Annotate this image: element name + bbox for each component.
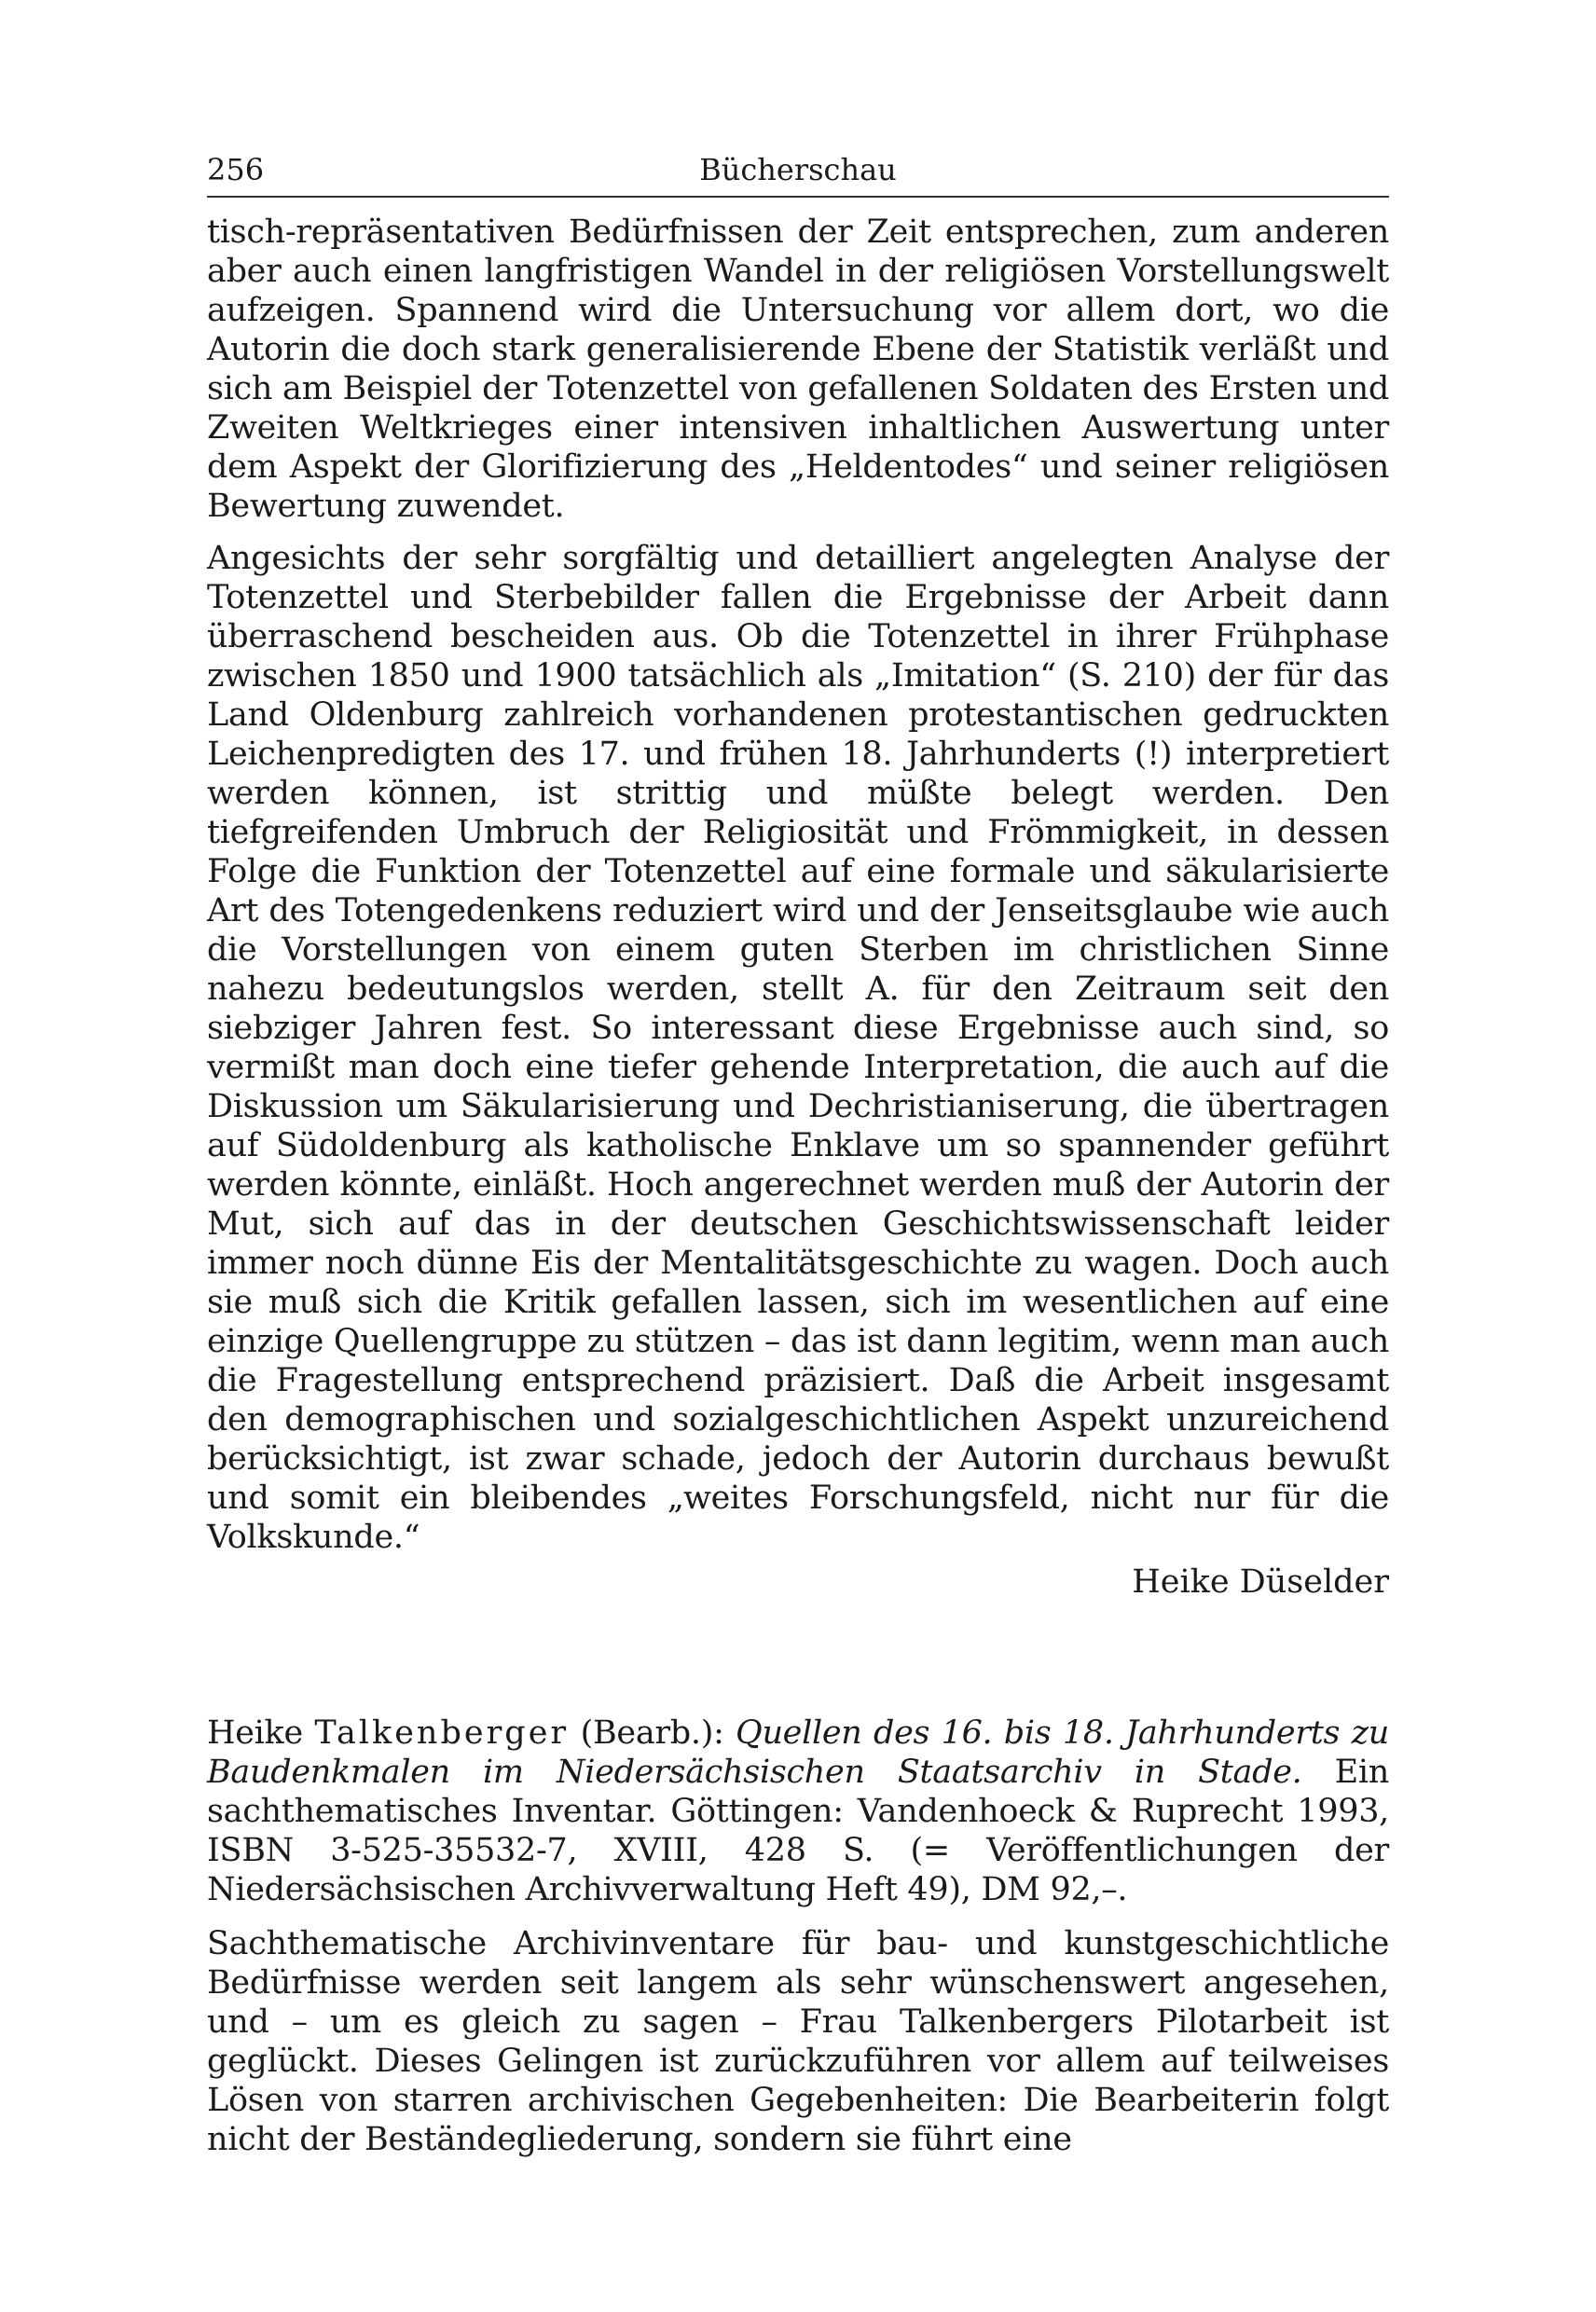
review1-paragraph-2: Angesichts der sehr sorgfältig und detailliert angelegten Analyse der Totenzettel und Sterbebilder fallen die Ergebnisse der Arbeit dann überraschend bescheiden aus. Ob die Totenzettel in ihrer Frühphase zwischen 1850 und 1900 tatsächlich als „Imitation“ (S. 210) der für das Land Oldenburg zahlreich vorhandenen protestantischen gedruckten Leichenpredigten des 17. und frühen 18. Jahrhunderts (!) interpretiert werden können, ist strittig und müßte belegt werden. Den tiefgreifenden Umbruch der Religiosität und Frömmigkeit, in dessen Folge die Funktion der Totenzettel auf eine formale und säkularisierte Art des Totengedenkens reduziert wird und der Jenseitsglaube wie auch die Vorstellungen von einem guten Sterben im christlichen Sinne nahezu bedeutungslos werden, stellt A. für den Zeitraum seit den siebziger Jahren fest. So interessant diese Ergebnisse auch sind, so vermißt man doch eine tiefer gehende Interpretation, die auch auf die Diskussion um Säkularisierung und Dechristianiserung, die übertragen auf Südoldenburg als katholische Enklave um so spannender geführt werden könnte, einläßt. Hoch angerechnet werden muß der Autorin der Mut, sich auf das in der deutschen Geschichtswissenschaft leider immer noch dünne Eis der Mentalitätsgeschichte zu wagen. Doch auch sie muß sich die Kritik gefallen lassen, sich im wesentlichen auf eine einzige Quellengruppe zu stützen – das ist dann legitim, wenn man auch die Fragestellung entsprechend präzisiert. Daß die Arbeit insgesamt den demographischen und sozialgeschichtlichen Aspekt unzureichend berücksichtigt, ist zwar schade, jedoch der Autorin durchaus bewußt und somit ein bleibendes „weites Forschungsfeld, nicht nur für die Volkskunde.“ [207, 540, 1389, 1556]
bibliographic-entry [207, 1713, 1389, 1909]
editor-note: (Bearb.): [580, 1714, 724, 1752]
book-details: Ein sachthematisches Inventar. Göttingen: Vandenhoeck & Ruprecht 1993, ISBN 3-525-35532-7, XVIII, 428 S. (= Veröffentlichungen der Niedersächsischen Archivverwaltung Heft 49), DM 92,–. [207, 1754, 1390, 1908]
author-first-name: Heike [207, 1714, 303, 1752]
running-title: Bücherschau [699, 152, 897, 187]
document-page [207, 149, 1389, 2159]
book-title: Quellen des 16. bis 18. Jahrhunderts zu Baudenkmalen im Niedersächsischen Staatsarchiv in Stade. [207, 1714, 1390, 1791]
review2-paragraph-1: Sachthematische Archivinventare für bau- und kunstgeschichtliche Bedürfnisse werden seit langem als sehr wünschenswert angesehen, und – um es gleich zu sagen – Frau Talkenbergers Pilotarbeit ist geglückt. Dieses Gelingen ist zurückzuführen vor allem auf teilweises Lösen von starren archivischen Gegebenheiten: Die Bearbeiterin folgt nicht der Beständegliederung, sondern sie führt eine [207, 1925, 1389, 2158]
author-last-name: Talkenberger [314, 1714, 570, 1752]
page-number: 256 [207, 152, 265, 187]
running-head [207, 149, 1389, 198]
review1-paragraph-1: tisch-repräsentativen Bedürfnissen der Zeit entsprechen, zum anderen aber auch einen langfristigen Wandel in der religiösen Vorstellungswelt aufzeigen. Spannend wird die Untersuchung vor allem dort, wo die Autorin die doch stark generalisierende Ebene der Statistik verläßt und sich am Beispiel der Totenzettel von gefallenen Soldaten des Ersten und Zweiten Weltkrieges einer intensiven inhaltlichen Auswertung unter dem Aspekt der Glorifizierung des „Heldentodes“ und seiner religiösen Bewertung zuwendet. [207, 213, 1389, 525]
reviewer-signature: Heike Düselder [1132, 1563, 1389, 1601]
